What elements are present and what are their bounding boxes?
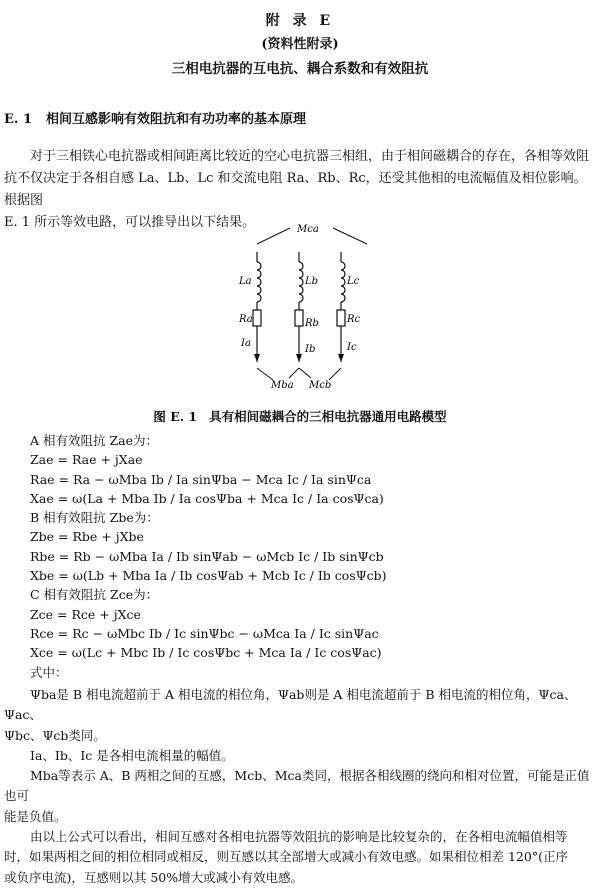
equation-line: Xbe = ω(Lb + Mba Ia / Ib cosΨab + Mcb Ic / Ib cosΨcb) — [30, 568, 387, 584]
equation-line: Zbe = Rbe + jXbe — [30, 529, 144, 545]
arrow-down-icon — [296, 354, 302, 362]
label-m-ca: Mca — [297, 224, 319, 235]
figure-caption-text: 具有相间磁耦合的三相电抗器通用电路模型 — [209, 409, 447, 424]
phase-a-branch — [238, 252, 261, 362]
appendix-nature: (资料性附录) — [261, 37, 339, 52]
label-lc: Lc — [347, 276, 360, 287]
coupling-line — [289, 368, 299, 378]
coupling-line — [329, 368, 341, 380]
note-line: Mba等表示 A、B 两相之间的互感，Mcb、Mca类同，根据各相线圈的绕向和相对位置，可能是正值也可 — [4, 768, 590, 804]
intro-line: 对于三相铁心电抗器或相间距离比较近的空心电抗器三相组，由于相间磁耦合的存在，各相等效阻 — [30, 149, 590, 164]
label-ic: Ic — [347, 342, 357, 353]
figure-caption — [0, 407, 600, 425]
resistor-icon — [337, 310, 345, 326]
intro-line: 抗不仅决定于各相自感 La、Lb、Lc 和交流电阻 Ra、Rb、Rc，还受其他相的电流幅值及相位影响。根据图 — [4, 171, 587, 208]
equation-line: Rce = Rc − ωMbc Ib / Ic sinΨbc − ωMca Ia / Ic sinΨac — [30, 625, 379, 641]
equation-line: Zae = Rae + jXae — [30, 452, 143, 468]
appendix-heading: 附 录 E — [265, 13, 335, 29]
arrow-down-icon — [338, 354, 344, 362]
label-ib: Ib — [305, 344, 316, 355]
note-line: Ia、Ib、Ic 是各相电流相量的幅值。 — [30, 747, 234, 763]
resistor-icon — [295, 310, 303, 326]
label-m-ba: Mba — [271, 380, 294, 391]
resistor-icon — [253, 310, 261, 326]
coupling-line — [257, 228, 290, 244]
equation-line: Xce = ω(Lc + Mbc Ib / Ic cosΨbc + Mca Ia / Ic cosΨac) — [30, 645, 382, 661]
circuit-diagram — [225, 212, 395, 392]
equation-line: Rae = Ra − ωMba Ib / Ia sinΨba − Mca Ic / Ia sinΨca — [30, 471, 372, 487]
coupling-line — [299, 368, 311, 378]
equation-line: Rbe = Rb − ωMba Ia / Ib sinΨab − ωMcb Ic / Ib sinΨcb — [30, 548, 384, 564]
note-line: 由以上公式可以看出，相间互感对各相电抗器等效阻抗的影响是比较复杂的，在各相电流幅值相等 — [30, 829, 568, 845]
arrow-down-icon — [254, 354, 260, 362]
section-number: E. 1 — [4, 112, 33, 127]
equation-line: A 相有效阻抗 Zae为： — [30, 433, 159, 448]
coupling-line — [333, 228, 367, 244]
note-line: Ψbc、Ψcb类同。 — [4, 727, 106, 743]
intro-line: E. 1 所示等效电路，可以推导出以下结果。 — [4, 215, 256, 230]
label-lb: Lb — [305, 276, 319, 287]
phase-b-branch — [295, 252, 319, 362]
equation-line: C 相有效阻抗 Zce为： — [30, 587, 159, 603]
label-rc: Rc — [347, 314, 361, 325]
label-ia: Ia — [241, 338, 251, 349]
note-line: 能是负值。 — [4, 808, 67, 824]
equation-line: 式中： — [30, 664, 68, 680]
note-line: 时，如果两相之间的相位相同或相反，则互感以其全部增大或减小有效电感。如果相位相差 120°(正序 — [4, 849, 568, 865]
section-heading — [4, 108, 306, 127]
note-line: Ψba是 B 相电流超前于 A 相电流的相位角，Ψab则是 A 相电流超前于 B 相电流的相位角，Ψca、Ψac、 — [4, 687, 577, 723]
label-rb: Rb — [305, 318, 319, 329]
equation-line: Xae = ω(La + Mba Ib / Ia cosΨba + Mca Ic / Ia cosΨca) — [30, 490, 384, 506]
equation-line: B 相有效阻抗 Zbe为： — [30, 510, 159, 526]
label-m-cb: Mcb — [309, 380, 332, 391]
inductor-icon — [341, 262, 345, 302]
label-la: La — [239, 276, 252, 287]
note-line: 或负序电流)，互感则以其 50%增大或减小有效电感。 — [4, 869, 304, 885]
equation-line: Zce = Rce + jXce — [30, 606, 141, 622]
phase-c-branch — [337, 252, 361, 362]
appendix-title: 三相电抗器的互电抗、耦合系数和有效阻抗 — [171, 61, 429, 77]
inductor-icon — [257, 262, 261, 302]
notes-block — [4, 685, 596, 888]
label-ra: Ra — [239, 314, 253, 325]
coupling-line — [257, 368, 273, 380]
section-title: 相间互感影响有效阻抗和有功功率的基本原理 — [46, 112, 307, 127]
inductor-icon — [299, 262, 303, 302]
figure-number: 图 E. 1 — [153, 409, 198, 424]
equations-block — [30, 431, 596, 682]
